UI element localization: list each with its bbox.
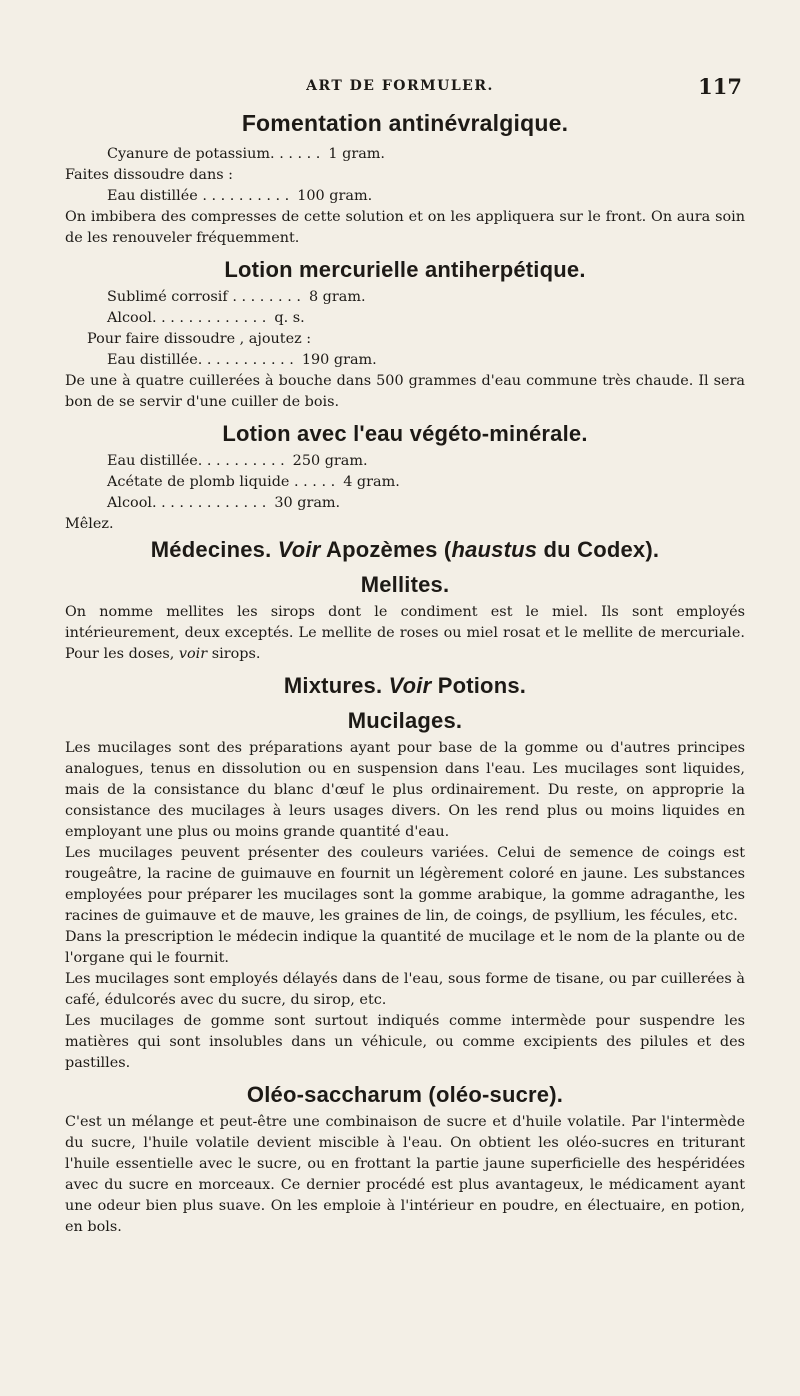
recipe-line (65, 165, 745, 186)
recipe-ingredient: Sublimé corrosif . . . . . . . . (107, 288, 301, 305)
recipe-line (65, 472, 745, 493)
recipe-instruction: Pour faire dissoudre , ajoutez : (87, 330, 312, 347)
recipe-quantity: 250 gram. (292, 453, 368, 470)
recipe-ingredient: Eau distillée. . . . . . . . . . . (107, 351, 294, 368)
recipe-ingredient: Eau distillée. . . . . . . . . . (107, 453, 285, 470)
recipe-instruction: Mêlez. (65, 516, 114, 533)
page-content (65, 110, 745, 1238)
lotion-mercurielle-recipe (65, 287, 745, 371)
recipe-ingredient: Acétate de plomb liquide . . . . . (107, 474, 336, 491)
fomentation-text: On imbibera des compresses de cette solution et on les appliquera sur le front. On aura soin de les renouveler fréquemment. (65, 208, 745, 246)
recipe-instruction: Faites dissoudre dans : (65, 166, 234, 183)
lotion-mercurielle-heading: Lotion mercurielle antiherpétique. (224, 256, 586, 282)
fomentation-heading: Fomentation antinévralgique. (241, 110, 569, 136)
recipe-line (65, 308, 745, 329)
recipe-quantity: 30 gram. (274, 495, 341, 512)
recipe-line (65, 287, 745, 308)
recipe-line (65, 186, 745, 207)
page-number: 117 (698, 74, 742, 99)
mellites-body: On nomme mellites les sirops dont le condiment est le miel. Ils sont employés intérieurement, deux exceptés. Le mellite de roses ou miel rosat et le mellite de mercuriale. Pour les doses, (65, 604, 745, 663)
recipe-line (65, 144, 745, 165)
mucilages-paragraph: Les mucilages sont des préparations ayant pour base de la gomme ou d'autres principes analogues, tenus en dissolution ou en suspension dans l'eau. Les mucilages sont liquides, mais de la consistance du blanc d'œuf le plus ordinairement. Du reste, on approprie la consistance des mucilages à leurs usages divers. On les rend plus ou moins liquides en employant une plus ou moins grande quantité d'eau. (65, 739, 745, 840)
recipe-quantity: 4 gram. (343, 474, 400, 491)
mucilages-heading: Mucilages. (347, 707, 463, 733)
oleo-saccharum-text: C'est un mélange et peut-être une combinaison de sucre et d'huile volatile. Par l'intermède du sucre, l'huile volatile devient miscible à l'eau. On obtient les oléo-sucres en triturant l'huile essentielle avec le sucre, ou en frottant la partie jaune superficielle des hespéridées avec du sucre en morceaux. Ce dernier procédé est plus avantageux, le médicament ayant une odeur bien plus suave. On les emploie à l'intérieur en poudre, en électuaire, en potion, en bols. (65, 1114, 745, 1236)
recipe-ingredient: Eau distillée . . . . . . . . . . (107, 187, 290, 204)
mucilages-paragraph: Les mucilages peuvent présenter des couleurs variées. Celui de semence de coings est rougeâtre, la racine de guimauve en fournit un légèrement coloré en jaune. Les substances employées pour préparer les mucilages sont la gomme arabique, la gomme adraganthe, les racines de guimauve et de mauve, les graines de lin, de coings, de psyllium, les fécules, etc. (65, 844, 745, 924)
fomentation-recipe (65, 144, 745, 207)
recipe-line (65, 514, 745, 535)
recipe-quantity: 8 gram. (308, 288, 366, 305)
mixtures-voir: Voir (388, 673, 432, 699)
mixtures-heading (65, 673, 745, 699)
recipe-line (65, 493, 745, 514)
recipe-quantity: 190 gram. (301, 351, 377, 368)
mellites-tail: sirops. (211, 646, 261, 663)
mellites-voir: voir (178, 646, 208, 663)
medecines-lead: Médecines. (150, 537, 272, 563)
recipe-line (65, 451, 745, 472)
mellites-text (65, 602, 745, 665)
recipe-ingredient: Cyanure de potassium. . . . . . (107, 145, 321, 162)
recipe-quantity: q. s. (274, 309, 305, 326)
recipe-quantity: 1 gram. (328, 145, 385, 162)
lotion-vegeto-recipe (65, 451, 745, 535)
mucilages-paragraph: Les mucilages de gomme sont surtout indiqués comme intermède pour suspendre les matières qui sont insolubles dans un véhicule, ou comme excipients des pilules et des pastilles. (65, 1012, 745, 1071)
mucilages-paragraph: Dans la prescription le médecin indique la quantité de mucilage et le nom de la plante ou de l'organe qui le fournit. (65, 928, 745, 966)
mixtures-tail: Potions. (437, 673, 527, 699)
running-head (0, 74, 800, 102)
recipe-ingredient: Alcool. . . . . . . . . . . . . (107, 309, 267, 326)
running-title: ART DE FORMULER. (306, 78, 494, 94)
recipe-line (65, 329, 745, 350)
mixtures-lead: Mixtures. (283, 673, 383, 699)
medecines-tail: du Codex). (543, 537, 660, 563)
mellites-heading: Mellites. (360, 571, 450, 597)
lotion-vegeto-heading: Lotion avec l'eau végéto-minérale. (222, 420, 588, 446)
medecines-middle: Apozèmes ( (325, 537, 452, 563)
recipe-ingredient: Alcool. . . . . . . . . . . . . (107, 495, 267, 512)
voir-label: Voir (277, 537, 321, 563)
haustus-label: haustus (451, 537, 538, 563)
lotion-mercurielle-text: De une à quatre cuillerées à bouche dans 500 grammes d'eau commune très chaude. Il sera bon de se servir d'une cuiller de bois. (65, 372, 745, 410)
oleo-saccharum-heading: Oléo-saccharum (oléo-sucre). (246, 1081, 564, 1107)
recipe-quantity: 100 gram. (297, 187, 373, 204)
recipe-line (65, 350, 745, 371)
mucilages-paragraph: Les mucilages sont employés délayés dans de l'eau, sous forme de tisane, ou par cuillerées à café, édulcorés avec du sucre, du sirop, etc. (65, 970, 745, 1008)
medecines-heading (65, 537, 745, 563)
